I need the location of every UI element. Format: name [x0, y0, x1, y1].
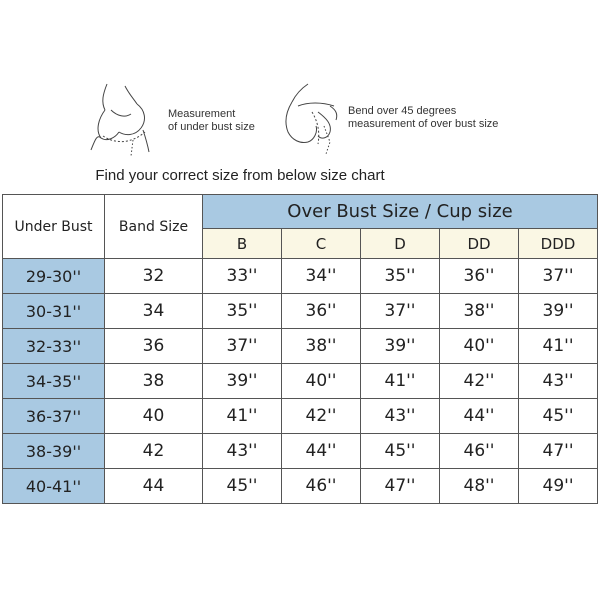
cup-c-cell: 46'' — [282, 469, 361, 504]
under-bust-cell: 30-31'' — [3, 294, 105, 329]
cup-ddd-cell: 41'' — [519, 329, 598, 364]
under-bust-cell: 29-30'' — [3, 259, 105, 294]
cup-ddd-cell: 39'' — [519, 294, 598, 329]
under-bust-cell: 36-37'' — [3, 399, 105, 434]
under-bust-header: Under Bust — [3, 195, 105, 259]
over-bust-caption-line2: measurement of over bust size — [348, 118, 499, 130]
over-bust-header: Over Bust Size / Cup size — [203, 195, 598, 229]
table-row — [3, 469, 598, 504]
cup-ddd-cell: 37'' — [519, 259, 598, 294]
under-bust-cell: 32-33'' — [3, 329, 105, 364]
table-row — [3, 329, 598, 364]
under-bust-cell: 40-41'' — [3, 469, 105, 504]
cup-header-dd: DD — [440, 229, 519, 259]
cup-ddd-cell: 45'' — [519, 399, 598, 434]
cup-d-cell: 43'' — [361, 399, 440, 434]
cup-d-cell: 47'' — [361, 469, 440, 504]
under-bust-cell: 34-35'' — [3, 364, 105, 399]
find-size-instruction: Find your correct size from below size chart — [95, 167, 385, 184]
under-bust-caption-line1: Measurement — [168, 108, 236, 120]
table-row — [3, 399, 598, 434]
cup-dd-cell: 38'' — [440, 294, 519, 329]
table-row — [3, 364, 598, 399]
over-bust-caption — [348, 105, 498, 131]
cup-c-cell: 38'' — [282, 329, 361, 364]
cup-b-cell: 41'' — [203, 399, 282, 434]
cup-c-cell: 42'' — [282, 399, 361, 434]
cup-b-cell: 37'' — [203, 329, 282, 364]
under-bust-caption — [168, 108, 255, 134]
table-row — [3, 259, 598, 294]
band-size-cell: 40 — [105, 399, 203, 434]
band-size-cell: 42 — [105, 434, 203, 469]
cup-c-cell: 44'' — [282, 434, 361, 469]
cup-dd-cell: 36'' — [440, 259, 519, 294]
cup-d-cell: 39'' — [361, 329, 440, 364]
table-row — [3, 294, 598, 329]
cup-d-cell: 37'' — [361, 294, 440, 329]
band-size-cell: 38 — [105, 364, 203, 399]
cup-dd-cell: 48'' — [440, 469, 519, 504]
over-bust-illustration — [278, 82, 348, 162]
cup-b-cell: 43'' — [203, 434, 282, 469]
cup-c-cell: 34'' — [282, 259, 361, 294]
under-bust-illustration — [85, 80, 165, 160]
band-size-cell: 34 — [105, 294, 203, 329]
band-size-cell: 36 — [105, 329, 203, 364]
table-row — [3, 434, 598, 469]
cup-ddd-cell: 49'' — [519, 469, 598, 504]
cup-header-d: D — [361, 229, 440, 259]
cup-b-cell: 33'' — [203, 259, 282, 294]
cup-dd-cell: 44'' — [440, 399, 519, 434]
cup-ddd-cell: 47'' — [519, 434, 598, 469]
cup-d-cell: 35'' — [361, 259, 440, 294]
cup-c-cell: 40'' — [282, 364, 361, 399]
cup-header-c: C — [282, 229, 361, 259]
under-bust-cell: 38-39'' — [3, 434, 105, 469]
cup-ddd-cell: 43'' — [519, 364, 598, 399]
cup-c-cell: 36'' — [282, 294, 361, 329]
over-bust-caption-line1: Bend over 45 degrees — [348, 105, 457, 117]
size-chart-table — [2, 194, 598, 504]
cup-header-ddd: DDD — [519, 229, 598, 259]
cup-b-cell: 35'' — [203, 294, 282, 329]
band-size-cell: 32 — [105, 259, 203, 294]
under-bust-caption-line2: of under bust size — [168, 121, 255, 133]
cup-dd-cell: 42'' — [440, 364, 519, 399]
cup-dd-cell: 40'' — [440, 329, 519, 364]
cup-d-cell: 45'' — [361, 434, 440, 469]
cup-b-cell: 39'' — [203, 364, 282, 399]
band-size-cell: 44 — [105, 469, 203, 504]
band-size-header: Band Size — [105, 195, 203, 259]
cup-b-cell: 45'' — [203, 469, 282, 504]
cup-header-b: B — [203, 229, 282, 259]
cup-dd-cell: 46'' — [440, 434, 519, 469]
cup-d-cell: 41'' — [361, 364, 440, 399]
